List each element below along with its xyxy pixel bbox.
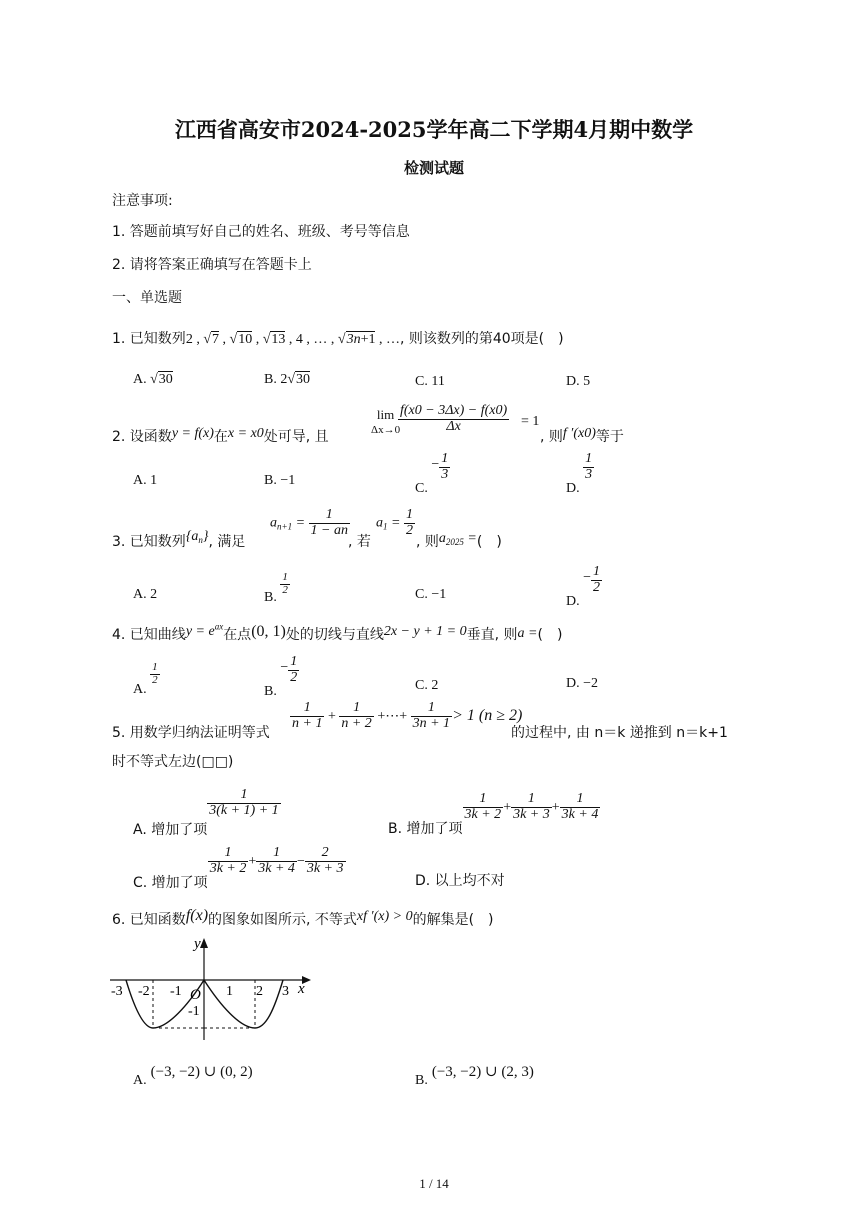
section-heading: 一、单选题: [112, 290, 182, 306]
notes-item-1: 1. 答题前填写好自己的姓名、班级、考号等信息: [112, 224, 410, 240]
q5-option-c[interactable]: C. 增加了项 $\frac{1}{3k + 2}$ + $\frac{1}{3k + 4}$ − $\frac{2}{3k + 3}$: [133, 845, 344, 892]
x-axis-label: x: [298, 981, 305, 997]
q4-option-d[interactable]: D. −2: [566, 676, 599, 691]
y-axis-label: y: [194, 936, 201, 952]
q6-option-a[interactable]: A.(−3, −2) ∪ (0, 2): [133, 1064, 253, 1088]
q3-option-c[interactable]: C. −1: [415, 587, 447, 602]
q5-inequality: $\frac{1}{n + 1}$ + $\frac{1}{n + 2}$ +⋯+ $\frac{1}{3n + 1}$ > 1 (n ≥ 2): [292, 700, 523, 731]
tick-neg2: -2: [138, 984, 150, 999]
page-title: 江西省高安市2024-2025学年高二下学期4月期中数学: [174, 117, 694, 142]
q6-option-b[interactable]: B.(−3, −2) ∪ (2, 3): [415, 1064, 534, 1088]
q4-option-c[interactable]: C. 2: [415, 678, 439, 693]
q5-rest: 的过程中, 由 n＝k 递推到 n＝k+1: [511, 725, 728, 741]
y-axis-arrow: [200, 938, 208, 948]
q4-option-b[interactable]: B. − $\frac{1}{2}$: [264, 654, 298, 700]
q5-line2: 时不等式左边(□□): [112, 754, 234, 770]
page-subtitle: 检测试题: [403, 159, 464, 177]
q1-option-d[interactable]: D. 5: [566, 374, 591, 389]
q2-limit: lim Δx→0: [371, 407, 401, 437]
q3-if: , 若: [348, 534, 371, 550]
q4-option-a[interactable]: A. $\frac{1}{2}$: [133, 661, 158, 698]
q3-recurrence: $a_{n+1}$ = $\frac{1}{1 - an}$: [270, 507, 348, 538]
question-6: 6. 已知函数f(x)的图象如图所示, 不等式xf ′(x) > 0的解集是( ): [112, 907, 494, 928]
question-4: 4. 已知曲线$y = e^{ax}$在点(0, 1)处的切线与直线2x − y + 1 = 0垂直, 则a =( ): [112, 621, 563, 643]
q2-option-c[interactable]: C. − $\frac{1}{3}$: [415, 451, 449, 497]
q3-option-d[interactable]: D. − $\frac{1}{2}$: [566, 564, 601, 610]
q1-option-b[interactable]: B. 2√30: [264, 372, 311, 387]
tick-neg3: -3: [111, 984, 123, 999]
q2-option-a[interactable]: A. 1: [133, 473, 158, 488]
q2-option-d[interactable]: D. $\frac{1}{3}$: [566, 451, 593, 497]
q5-option-a[interactable]: A. 增加了项 $\frac{1}{3(k + 1) + 1}$: [133, 787, 279, 839]
notes-heading: 注意事项:: [112, 193, 173, 209]
question-1: 1. 已知数列2 , √7 , √10 , √13 , 4 , … , √3n+1 , …, 则该数列的第40项是( ): [112, 331, 564, 347]
question-2: 2. 设函数y = f(x)在x = x0处可导, 且: [112, 426, 329, 445]
q2-then: , 则f ′(x0)等于: [540, 426, 624, 445]
q3-option-a[interactable]: A. 2: [133, 587, 158, 602]
tick-y-neg1: -1: [188, 1004, 200, 1019]
q3-ask: , 则$a_{2025}$ =( ): [416, 531, 502, 550]
q2-fraction: $\frac{f(x0 - 3\Delta x) - f(x0)}{\Delta x}$: [400, 403, 508, 434]
q5-option-d[interactable]: D. 以上均不对: [415, 873, 505, 889]
function-graph: [108, 935, 313, 1045]
question-3: 3. 已知数列$\{a_n\}$, 满足: [112, 529, 246, 550]
tick-neg1: -1: [170, 984, 182, 999]
q2-equals-one: = 1: [521, 414, 540, 429]
tick-3: 3: [282, 984, 289, 999]
q2-option-b[interactable]: B. −1: [264, 473, 296, 488]
notes-item-2: 2. 请将答案正确填写在答题卡上: [112, 257, 312, 273]
q5-option-b[interactable]: B. 增加了项 $\frac{1}{3k + 2}$ + $\frac{1}{3k + 3}$ + $\frac{1}{3k + 4}$: [388, 791, 599, 838]
q1-option-c[interactable]: C. 11: [415, 374, 445, 389]
page-number: 1 / 14: [419, 1176, 449, 1191]
tick-2: 2: [256, 984, 263, 999]
question-5: 5. 用数学归纳法证明等式: [112, 725, 270, 741]
q3-option-b[interactable]: B. $\frac{1}{2}$: [264, 571, 288, 606]
q1-option-a[interactable]: A. √30: [133, 372, 173, 387]
tick-1: 1: [226, 984, 233, 999]
q3-a1: $a_1$ = $\frac{1}{2}$: [376, 507, 413, 538]
origin-label: O: [190, 987, 201, 1003]
